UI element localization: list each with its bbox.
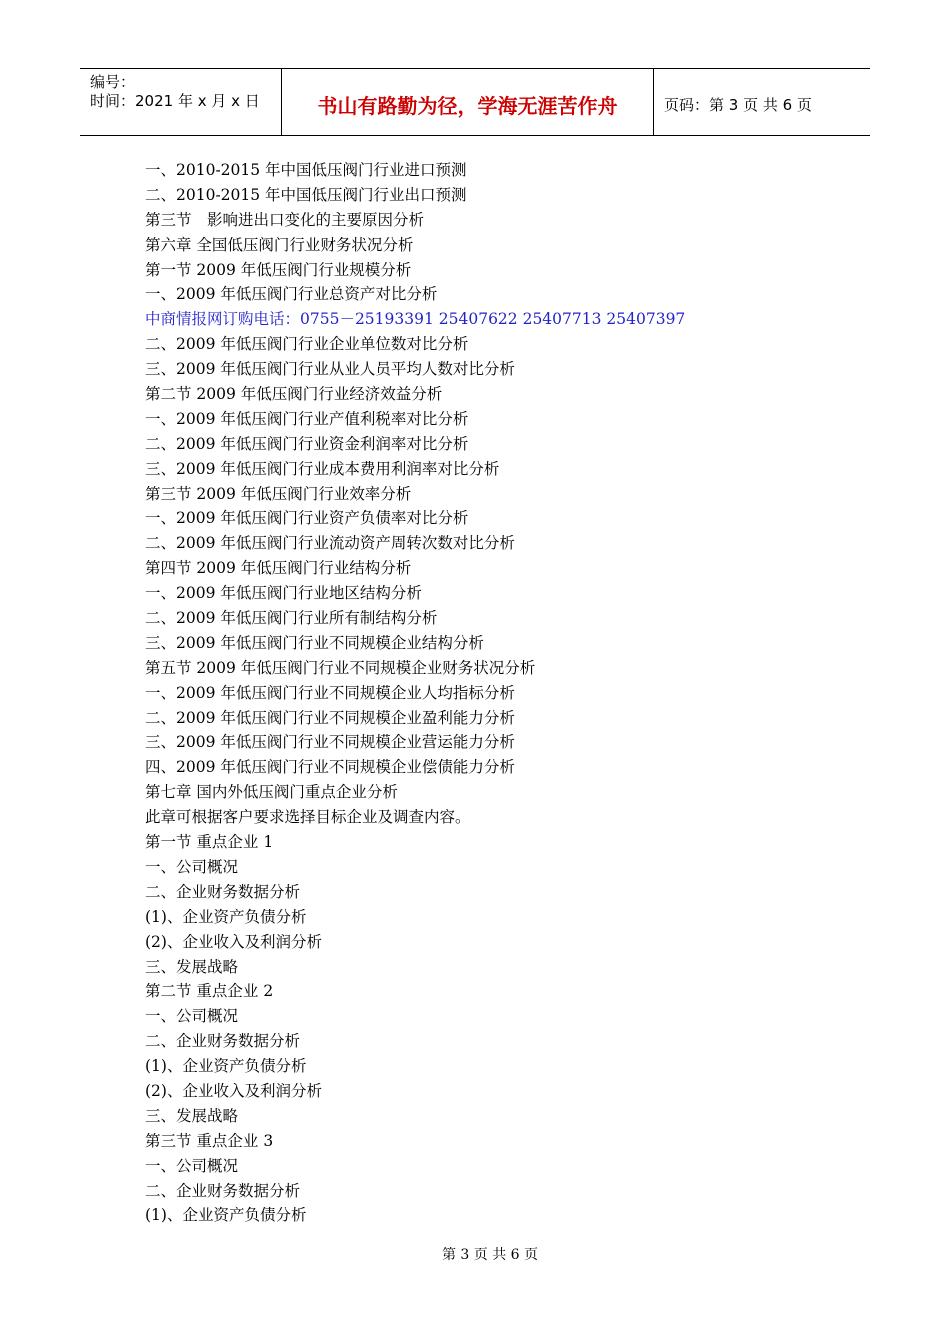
toc-line: 二、企业财务数据分析 <box>145 1181 301 1200</box>
toc-line: 二、企业财务数据分析 <box>145 1032 301 1051</box>
header-motto: 书山有路勤为径，学海无涯苦作舟 <box>282 69 654 135</box>
toc-line: (2)、企业收入及利润分析 <box>145 932 322 951</box>
document-date: 时间：2021 年 x 月 x 日 <box>90 92 260 110</box>
toc-line: 第七章 国内外低压阀门重点企业分析 <box>145 783 398 802</box>
toc-line: 第三节 2009 年低压阀门行业效率分析 <box>145 484 412 503</box>
table-of-contents <box>145 158 845 1228</box>
toc-line: 第一节 重点企业 1 <box>145 833 274 852</box>
toc-line: 三、发展战略 <box>145 957 239 976</box>
toc-line: (1)、企业资产负债分析 <box>145 1206 307 1225</box>
toc-line: 第二节 重点企业 2 <box>145 982 274 1001</box>
toc-line: 二、2009 年低压阀门行业企业单位数对比分析 <box>145 335 469 354</box>
toc-line: 二、2009 年低压阀门行业流动资产周转次数对比分析 <box>145 534 515 553</box>
document-number-label: 编号： <box>90 73 136 91</box>
toc-line: 一、公司概况 <box>145 1007 239 1026</box>
toc-line: 第三节 重点企业 3 <box>145 1131 274 1150</box>
toc-line: 第三节 影响进出口变化的主要原因分析 <box>145 210 425 229</box>
toc-line: 第五节 2009 年低压阀门行业不同规模企业财务状况分析 <box>145 658 536 677</box>
toc-line: 一、公司概况 <box>145 857 239 876</box>
toc-line: 第四节 2009 年低压阀门行业结构分析 <box>145 559 412 578</box>
toc-line: 一、2009 年低压阀门行业总资产对比分析 <box>145 285 438 304</box>
toc-line: 三、2009 年低压阀门行业从业人员平均人数对比分析 <box>145 360 515 379</box>
page-header <box>80 68 870 136</box>
toc-line: (1)、企业资产负债分析 <box>145 1057 307 1076</box>
toc-line: 第二节 2009 年低压阀门行业经济效益分析 <box>145 385 443 404</box>
toc-line: 一、公司概况 <box>145 1156 239 1175</box>
header-page-info: 页码：第 3 页 共 6 页 <box>664 95 812 114</box>
toc-line: (2)、企业收入及利润分析 <box>145 1081 322 1100</box>
toc-line: 此章可根据客户要求选择目标企业及调查内容。 <box>145 808 471 827</box>
toc-line: 四、2009 年低压阀门行业不同规模企业偿债能力分析 <box>145 758 515 777</box>
toc-line: 三、发展战略 <box>145 1106 239 1125</box>
toc-line: 三、2009 年低压阀门行业不同规模企业结构分析 <box>145 633 484 652</box>
toc-line: 第一节 2009 年低压阀门行业规模分析 <box>145 260 412 279</box>
toc-line: 三、2009 年低压阀门行业不同规模企业营运能力分析 <box>145 733 515 752</box>
toc-line: 一、2010-2015 年中国低压阀门行业进口预测 <box>145 161 467 179</box>
toc-line: 二、2009 年低压阀门行业所有制结构分析 <box>145 609 438 628</box>
header-meta <box>80 69 282 135</box>
toc-line: 二、2009 年低压阀门行业不同规模企业盈利能力分析 <box>145 708 515 727</box>
toc-line: 一、2009 年低压阀门行业产值利税率对比分析 <box>145 409 469 428</box>
toc-line: 三、2009 年低压阀门行业成本费用利润率对比分析 <box>145 459 500 478</box>
toc-line: 二、2009 年低压阀门行业资金利润率对比分析 <box>145 434 469 453</box>
toc-line: 二、2010-2015 年中国低压阀门行业出口预测 <box>145 185 467 204</box>
page-footer: 第 3 页 共 6 页 <box>441 1247 539 1263</box>
toc-line: 一、2009 年低压阀门行业地区结构分析 <box>145 584 422 603</box>
toc-line: 第六章 全国低压阀门行业财务状况分析 <box>145 235 414 254</box>
toc-line: 一、2009 年低压阀门行业资产负债率对比分析 <box>145 509 469 528</box>
toc-line: (1)、企业资产负债分析 <box>145 907 307 926</box>
toc-line: 二、企业财务数据分析 <box>145 882 301 901</box>
toc-line: 一、2009 年低压阀门行业不同规模企业人均指标分析 <box>145 683 515 702</box>
order-phone-line: 中商情报网订购电话：0755－25193391 25407622 25407713 25407397 <box>145 310 686 329</box>
